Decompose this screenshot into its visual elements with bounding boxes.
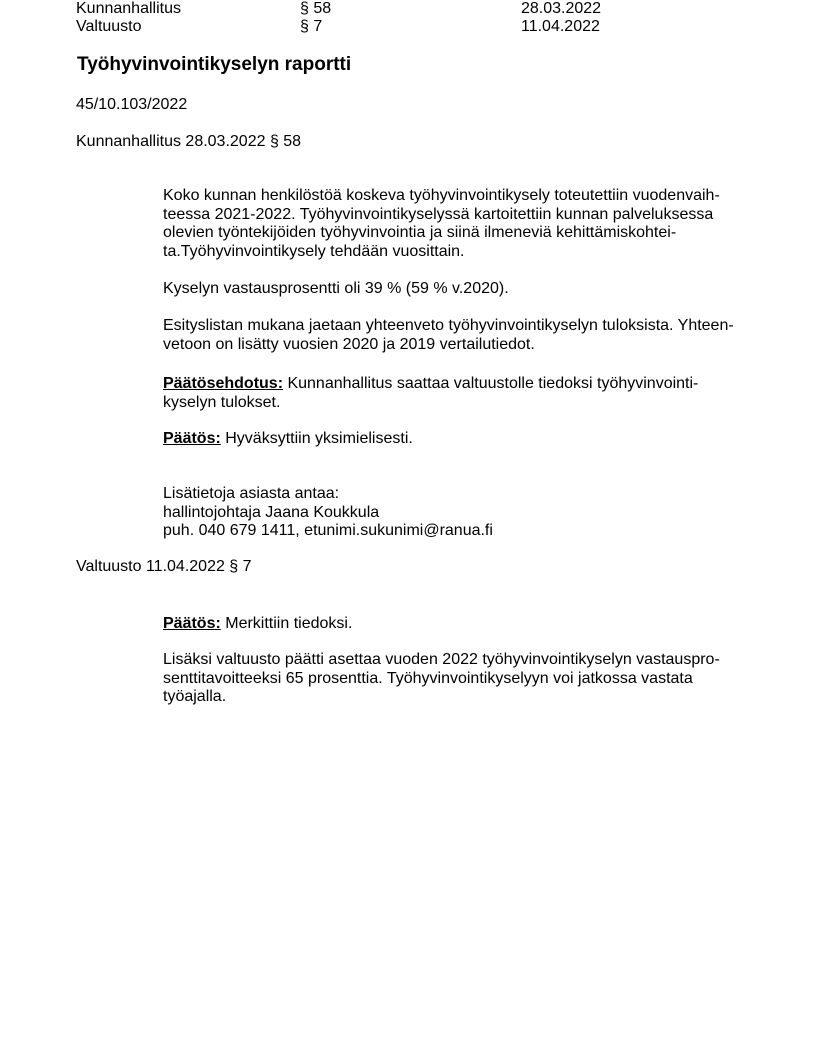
text-line: kyselyn tulokset. [163,393,281,411]
document-title: Työhyvinvointikyselyn raportti [77,54,352,75]
board-decision-paragraph [163,430,743,449]
header-date: 28.03.2022 [521,0,602,17]
text-line: työajalla. [163,688,227,705]
text-line: senttitavoitteeksi 65 prosenttia. Työhyvinvointikyselyyn voi jatkossa vastata [163,669,693,687]
council-decision-paragraph [163,615,743,634]
text-line: olevien työntekijöiden työhyvinvointia ja siinä ilmeneviä kehittämiskohtei- [163,224,677,241]
council-extra-paragraph [163,651,743,707]
intro-paragraph [163,187,743,261]
text-line: Lisäksi valtuusto päätti asettaa vuoden 2022 työhyvinvointikyselyn vastauspro- [163,651,720,668]
council-meeting-heading: Valtuusto 11.04.2022 § 7 [76,558,252,575]
text-line: Koko kunnan henkilöstöä koskeva työhyvinvointikysely toteutettiin vuodenvaih- [163,187,720,204]
response-rate-paragraph [163,280,743,299]
header-section: § 7 [300,18,323,35]
header-body-name: Kunnanhallitus [76,0,181,17]
text-line: Esityslistan mukana jaetaan yhteenveto työhyvinvointikyselyn tuloksista. Yhteen- [163,317,734,334]
proposal-label: Päätösehdotus: [163,375,284,392]
text-line [163,615,743,634]
header-body-name: Valtuusto [76,18,142,35]
text-line: hallintojohtaja Jaana Koukkula [163,503,380,521]
decision-text: Merkittiin tiedoksi. [220,615,353,632]
proposal-paragraph [163,375,743,412]
decision-text: Hyväksyttiin yksimielisesti. [220,430,413,447]
header-section: § 58 [300,0,332,17]
text-line: vetoon on lisätty vuosien 2020 ja 2019 vertailutiedot. [163,335,535,353]
proposal-text: Kunnanhallitus saattaa valtuustolle tiedoksi työhyvinvointi- [283,375,699,392]
text-line: ta.Työhyvinvointikysely tehdään vuosittain. [163,242,465,260]
text-line: Lisätietoja asiasta antaa: [163,485,340,502]
text-line [163,375,743,394]
header-row-board [76,0,776,18]
text-line [163,430,743,449]
board-meeting-heading: Kunnanhallitus 28.03.2022 § 58 [76,133,302,150]
contact-block [163,485,743,541]
header-row-council [76,18,776,36]
summary-paragraph [163,317,743,354]
decision-label: Päätös: [163,430,221,447]
text-line: puh. 040 679 1411, etunimi.sukunimi@ranua.fi [163,522,493,539]
header-date: 11.04.2022 [521,18,600,35]
decision-label: Päätös: [163,615,221,632]
record-number: 45/10.103/2022 [76,96,188,113]
text-line: teessa 2021-2022. Työhyvinvointikyselyssä kartoitettiin kunnan palveluksessa [163,205,714,223]
text-line: Kyselyn vastausprosentti oli 39 % (59 % v.2020). [163,280,509,297]
